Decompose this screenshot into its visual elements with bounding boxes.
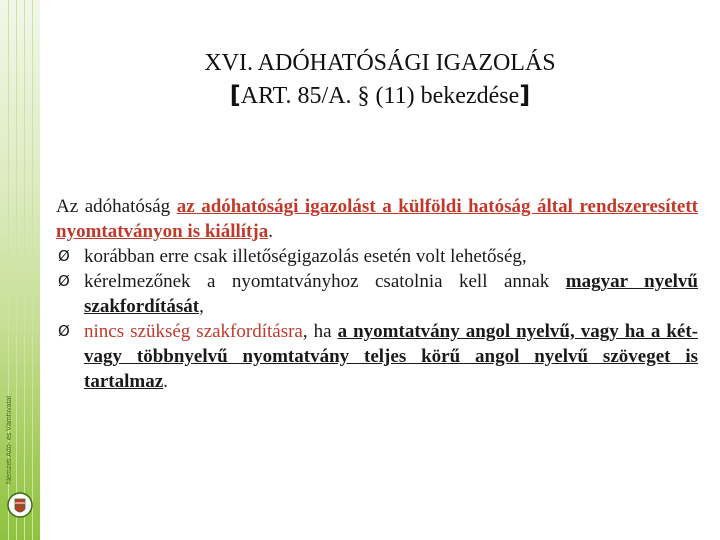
intro-end: . [268,221,273,242]
list-item [56,269,698,319]
nav-logo [3,395,37,485]
bullet-end: , [199,296,204,317]
bullet-text: kérelmezőnek a nyomtatványhoz csatolnia kell annak [84,271,566,292]
intro-highlight: az adóhatósági igazolást a külföldi hatóság által rendszeresített nyomtatványon is kiállítja [56,196,698,242]
bullet-arrow-icon: Ø [58,322,70,340]
bullet-text: , ha [302,321,338,342]
decorative-sidebar [0,0,40,540]
logo-text: Nemzeti Adó- és Vámhivatal [6,396,13,484]
bracket-open: [ [229,81,241,109]
bullet-end: . [163,371,168,392]
bullet-highlight: magyar nyelvű szakfordítását [84,271,698,317]
bullet-text: korábban erre csak illetőségigazolás esetén volt lehetőség, [84,246,527,267]
intro-paragraph [56,194,698,244]
bullet-text-red: nincs szükség szakfordításra [84,321,303,342]
bullet-highlight: a nyomtatvány angol nyelvű, vagy ha a két- vagy többnyelvű nyomtatvány teljes körű angol nyelvű szöveget is tartalmaz [84,321,699,392]
bullet-arrow-icon: Ø [58,272,70,290]
intro-text: Az adóhatóság [56,196,177,217]
bracket-close: ] [519,81,531,109]
body-content [56,194,698,394]
list-item [56,319,698,394]
bullet-arrow-icon: Ø [58,247,70,265]
list-item [56,244,698,269]
page-subtitle [80,80,680,111]
page-title: XVI. ADÓHATÓSÁGI IGAZOLÁS [204,50,556,76]
emblem-icon [6,487,34,527]
subtitle-text: ART. 85/A. § (11) bekezdése [240,83,520,109]
